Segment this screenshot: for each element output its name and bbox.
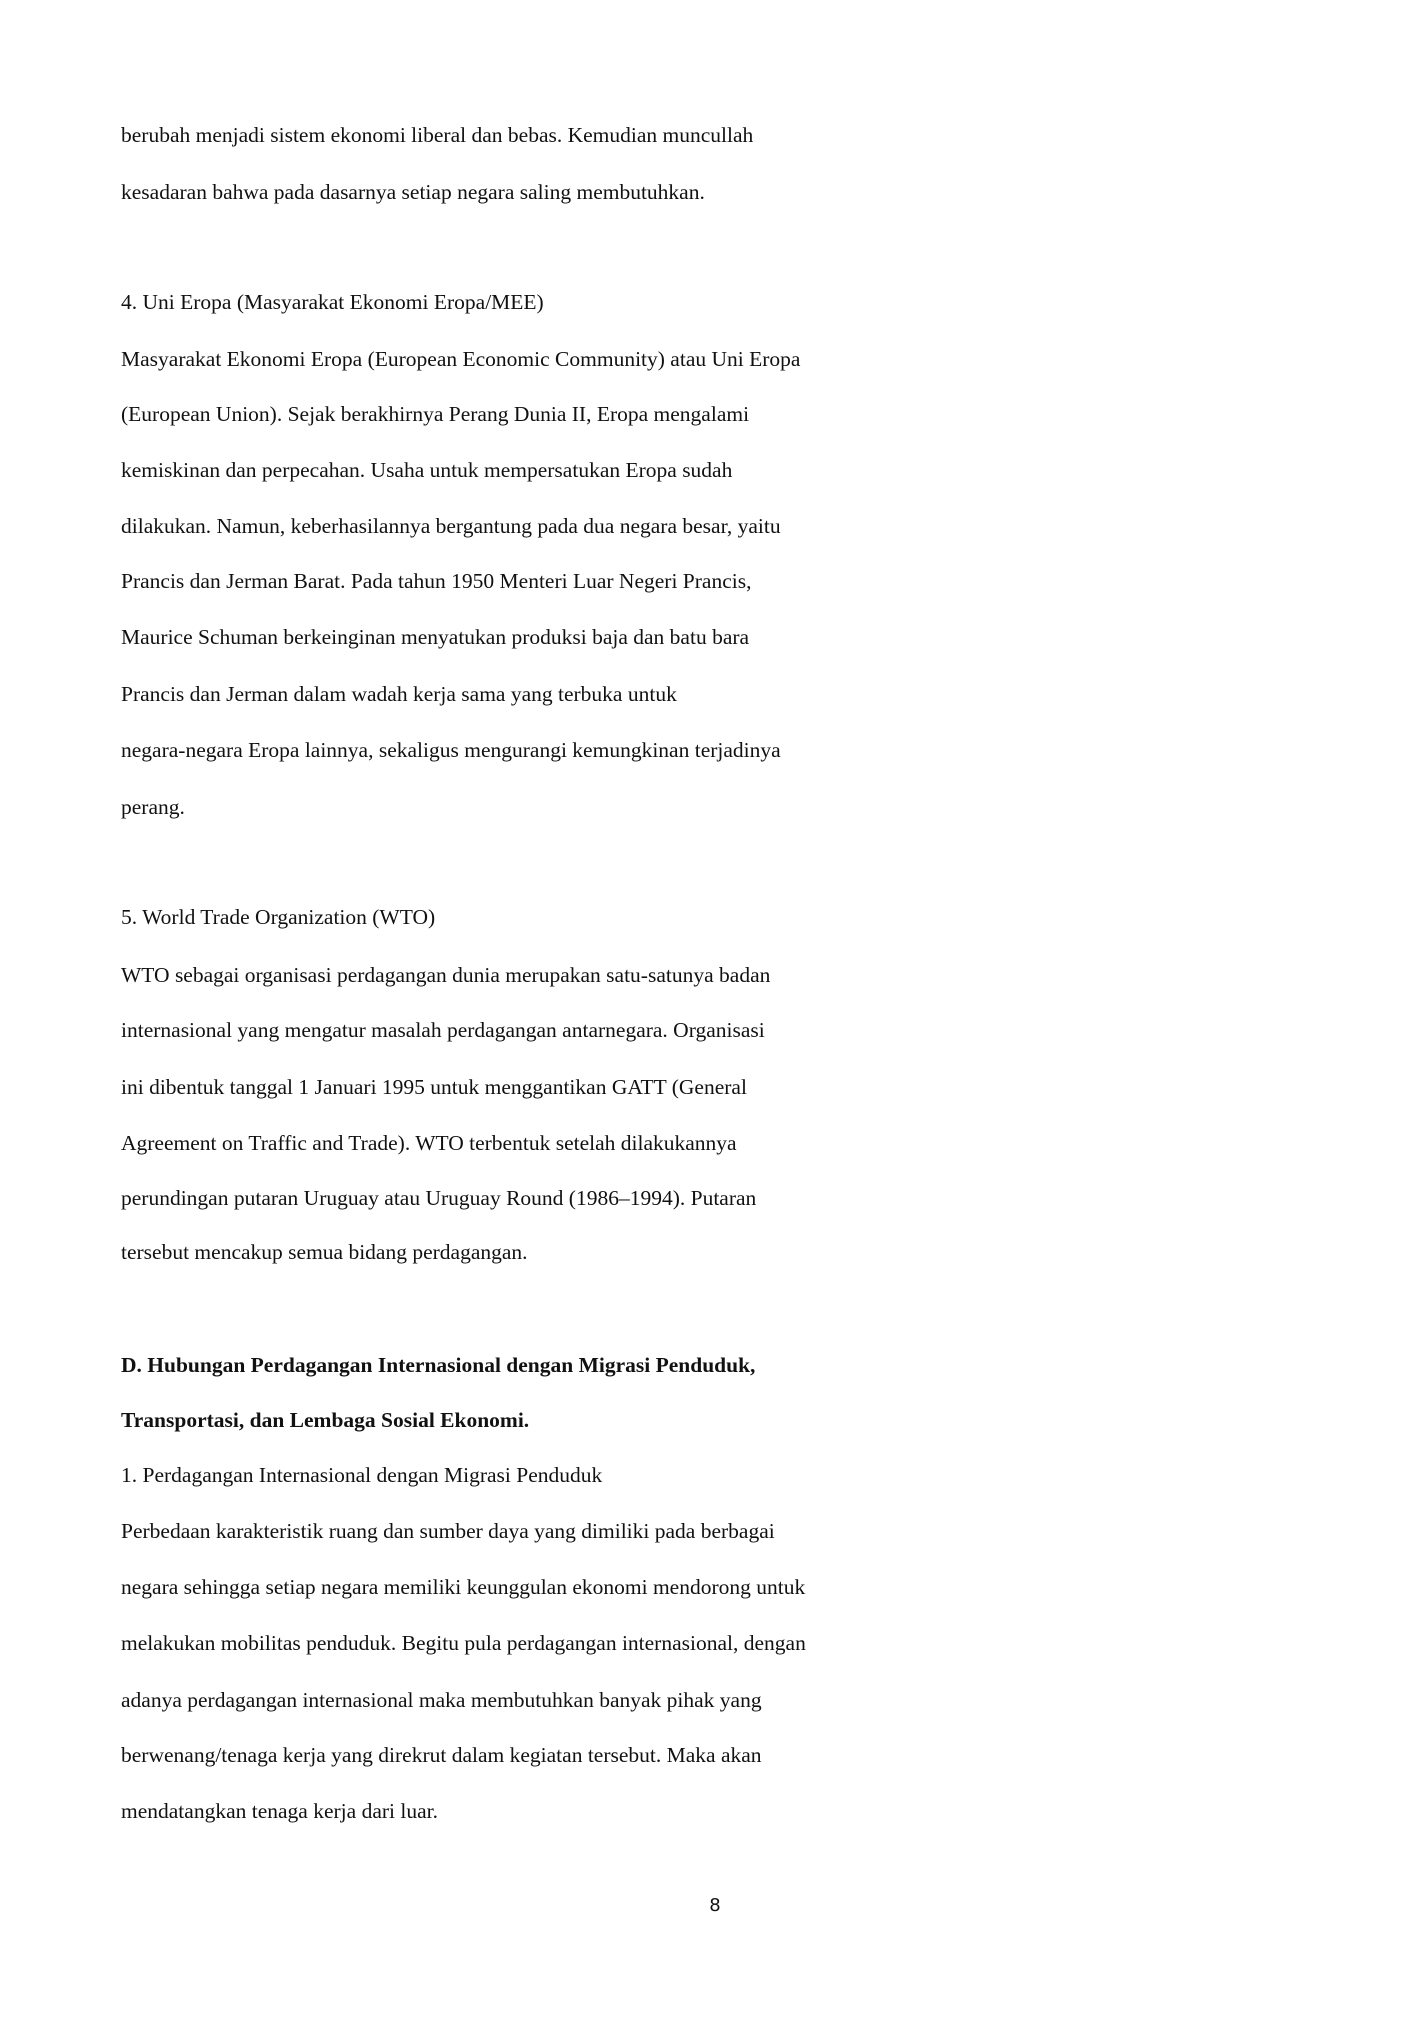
- section-heading-wto: 5. World Trade Organization (WTO): [121, 905, 436, 929]
- paragraph-line: adanya perdagangan internasional maka membutuhkan banyak pihak yang: [121, 1688, 762, 1712]
- paragraph-line: ini dibentuk tanggal 1 Januari 1995 untuk menggantikan GATT (General: [121, 1075, 747, 1099]
- paragraph-line: perang.: [121, 795, 185, 819]
- section-heading-d: Transportasi, dan Lembaga Sosial Ekonomi.: [121, 1408, 530, 1432]
- paragraph-line: berubah menjadi sistem ekonomi liberal dan bebas. Kemudian muncullah: [121, 123, 754, 147]
- paragraph-line: internasional yang mengatur masalah perdagangan antarnegara. Organisasi: [121, 1018, 765, 1042]
- paragraph-line: mendatangkan tenaga kerja dari luar.: [121, 1799, 438, 1823]
- paragraph-line: kemiskinan dan perpecahan. Usaha untuk mempersatukan Eropa sudah: [121, 458, 733, 482]
- subsection-heading-migrasi: 1. Perdagangan Internasional dengan Migrasi Penduduk: [121, 1463, 603, 1487]
- paragraph-line: (European Union). Sejak berakhirnya Perang Dunia II, Eropa mengalami: [121, 402, 750, 426]
- paragraph-line: Masyarakat Ekonomi Eropa (European Economic Community) atau Uni Eropa: [121, 347, 801, 371]
- paragraph-line: Maurice Schuman berkeinginan menyatukan produksi baja dan batu bara: [121, 625, 750, 649]
- paragraph-line: perundingan putaran Uruguay atau Uruguay Round (1986–1994). Putaran: [121, 1186, 757, 1210]
- paragraph-line: melakukan mobilitas penduduk. Begitu pula perdagangan internasional, dengan: [121, 1631, 806, 1655]
- paragraph-line: Prancis dan Jerman dalam wadah kerja sama yang terbuka untuk: [121, 682, 677, 706]
- paragraph-line: WTO sebagai organisasi perdagangan dunia merupakan satu-satunya badan: [121, 963, 771, 987]
- paragraph-line: Agreement on Traffic and Trade). WTO terbentuk setelah dilakukannya: [121, 1131, 737, 1155]
- paragraph-line: Perbedaan karakteristik ruang dan sumber daya yang dimiliki pada berbagai: [121, 1519, 775, 1543]
- paragraph-line: Prancis dan Jerman Barat. Pada tahun 1950 Menteri Luar Negeri Prancis,: [121, 569, 752, 593]
- paragraph-line: negara-negara Eropa lainnya, sekaligus mengurangi kemungkinan terjadinya: [121, 738, 781, 762]
- paragraph-line: tersebut mencakup semua bidang perdagangan.: [121, 1240, 528, 1264]
- section-heading-uni-eropa: 4. Uni Eropa (Masyarakat Ekonomi Eropa/MEE): [121, 290, 544, 314]
- section-heading-d: D. Hubungan Perdagangan Internasional dengan Migrasi Penduduk,: [121, 1353, 756, 1377]
- paragraph-line: kesadaran bahwa pada dasarnya setiap negara saling membutuhkan.: [121, 180, 705, 204]
- paragraph-line: dilakukan. Namun, keberhasilannya bergantung pada dua negara besar, yaitu: [121, 514, 781, 538]
- page-number: 8: [709, 1895, 721, 1916]
- paragraph-line: berwenang/tenaga kerja yang direkrut dalam kegiatan tersebut. Maka akan: [121, 1743, 762, 1767]
- paragraph-line: negara sehingga setiap negara memiliki keunggulan ekonomi mendorong untuk: [121, 1575, 806, 1599]
